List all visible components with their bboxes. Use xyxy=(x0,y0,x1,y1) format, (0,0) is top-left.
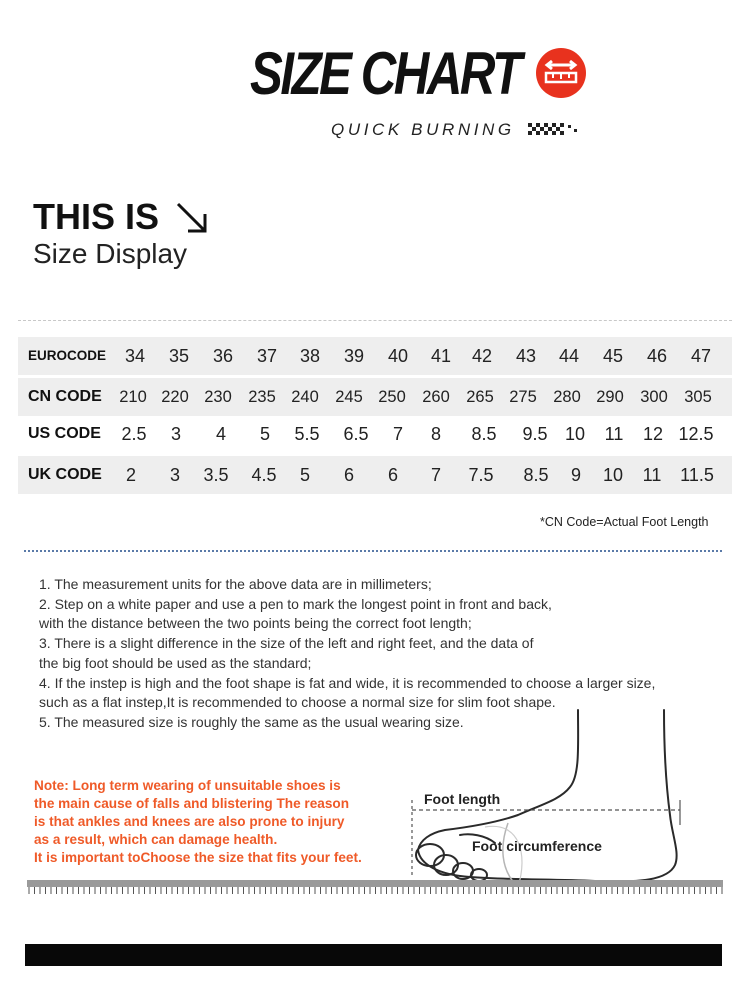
size-cell: 11 xyxy=(642,465,662,485)
size-cell: 10 xyxy=(602,465,624,485)
ruler-glyph xyxy=(536,48,586,98)
checker-flag-icon xyxy=(528,123,578,137)
size-cell: 2.5 xyxy=(121,424,147,444)
size-cell: 280 xyxy=(553,388,581,406)
footnote: *CN Code=Actual Foot Length xyxy=(540,515,709,529)
warning-note xyxy=(34,777,414,867)
size-cell: 12.5 xyxy=(678,424,714,444)
instruction-line: 5. The measured size is roughly the same as the usual wearing size. xyxy=(39,713,464,730)
size-cell: 235 xyxy=(248,388,276,406)
size-cell: 290 xyxy=(596,388,624,406)
footer-bar xyxy=(25,944,722,966)
size-cell: 250 xyxy=(378,388,406,406)
size-cell: 35 xyxy=(168,346,190,366)
instruction-line: with the distance between the two points being the correct foot length; xyxy=(39,615,472,632)
size-cell: 46 xyxy=(646,346,668,366)
size-cell: 39 xyxy=(343,346,365,366)
size-cell: 40 xyxy=(387,346,409,366)
size-cell: 3.5 xyxy=(203,465,229,485)
page-title: SIZE CHART xyxy=(250,40,520,107)
size-cell: 42 xyxy=(471,346,493,366)
ruler-icon xyxy=(536,48,586,98)
size-cell: 9.5 xyxy=(522,424,548,444)
size-cell: 3 xyxy=(170,424,181,444)
size-row-uk xyxy=(18,456,732,494)
size-cell: 45 xyxy=(602,346,624,366)
size-cell: 11 xyxy=(604,424,624,444)
size-cell: 11.5 xyxy=(680,465,714,485)
size-cell: 38 xyxy=(299,346,321,366)
size-cell: 5.5 xyxy=(294,424,320,444)
size-cell: 6.5 xyxy=(343,424,369,444)
size-cell: 3 xyxy=(169,465,180,485)
row-label: EUROCODE xyxy=(28,348,107,363)
size-cell: 7.5 xyxy=(468,465,494,485)
size-cell: 44 xyxy=(558,346,580,366)
size-cell: 6 xyxy=(343,465,354,485)
size-cell: 245 xyxy=(335,388,363,406)
size-cell: 220 xyxy=(161,388,189,406)
instruction-line: 2. Step on a white paper and use a pen to mark the longest point in front and back, xyxy=(39,595,552,612)
size-cell: 47 xyxy=(690,346,712,366)
note-line: It is important toChoose the size that fits your feet. xyxy=(34,849,362,865)
row-label: UK CODE xyxy=(28,466,102,483)
subtitle: QUICK BURNING xyxy=(331,120,515,139)
size-cell: 9 xyxy=(570,465,581,485)
size-row-euro xyxy=(18,337,732,375)
size-cell: 43 xyxy=(515,346,537,366)
size-cell: 36 xyxy=(212,346,234,366)
size-cell: 275 xyxy=(509,388,537,406)
instruction-line: the big foot should be used as the standard; xyxy=(39,654,312,671)
note-line: as a result, which can damage health. xyxy=(34,831,278,847)
size-cell: 5 xyxy=(259,424,270,444)
size-cell: 4 xyxy=(215,424,226,444)
size-cell: 5 xyxy=(299,465,310,485)
size-cell: 240 xyxy=(291,388,319,406)
instruction-line: 1. The measurement units for the above data are in millimeters; xyxy=(39,576,432,592)
size-cell: 260 xyxy=(422,388,450,406)
size-cell: 12 xyxy=(642,424,664,444)
display-subheading: Size Display xyxy=(33,238,188,269)
size-cell: 8.5 xyxy=(523,465,549,485)
size-cell: 230 xyxy=(204,388,232,406)
size-cell: 6 xyxy=(387,465,398,485)
note-line: is that ankles and knees are also prone to injury xyxy=(34,813,345,829)
size-cell: 210 xyxy=(119,388,147,406)
size-cell: 41 xyxy=(430,346,452,366)
size-cell: 305 xyxy=(684,388,712,406)
foot-length-label: Foot length xyxy=(424,791,501,807)
dotted-separator xyxy=(24,550,722,552)
display-heading: THIS IS xyxy=(33,196,160,237)
size-cell: 4.5 xyxy=(251,465,277,485)
size-row-cn xyxy=(18,378,732,416)
size-cell: 7 xyxy=(430,465,441,485)
size-cell: 2 xyxy=(125,465,136,485)
note-line: Note: Long term wearing of unsuitable shoes is xyxy=(34,778,341,793)
note-line: the main cause of falls and blistering The reason xyxy=(34,795,349,811)
table-divider xyxy=(18,320,732,321)
measuring-ruler-icon xyxy=(27,880,723,896)
row-label: CN CODE xyxy=(28,388,102,405)
instruction-line: 4. If the instep is high and the foot shape is fat and wide, it is recommended to choose a larger size, xyxy=(39,674,656,691)
size-cell: 8 xyxy=(430,424,441,444)
size-cell: 300 xyxy=(640,388,668,406)
size-cell: 7 xyxy=(392,424,403,444)
size-cell: 34 xyxy=(124,346,146,366)
foot-circumference-label: Foot circumference xyxy=(472,838,602,854)
size-cell: 10 xyxy=(564,424,586,444)
size-cell: 265 xyxy=(466,388,494,406)
instruction-line: such as a flat instep,It is recommended to choose a normal size for slim foot shape. xyxy=(39,694,556,711)
size-cell: 8.5 xyxy=(471,424,497,444)
instruction-line: 3. There is a slight difference in the size of the left and right feet, and the data of xyxy=(39,635,534,652)
row-label: US CODE xyxy=(28,425,101,442)
size-cell: 37 xyxy=(256,346,278,366)
arrow-down-right-icon xyxy=(172,198,212,238)
size-row-us xyxy=(18,415,732,453)
